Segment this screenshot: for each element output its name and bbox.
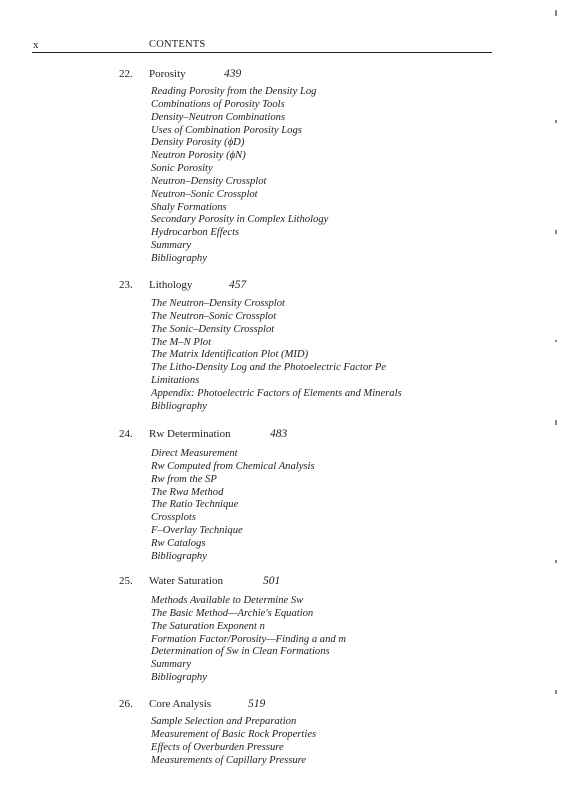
toc-entry: Bibliography (151, 400, 207, 412)
running-head: CONTENTS (149, 39, 206, 50)
toc-entry: Sample Selection and Preparation (151, 716, 297, 727)
chapter-heading (0, 428, 520, 445)
toc-entry: Effects of Overburden Pressure (151, 741, 284, 753)
section-list (151, 716, 316, 767)
chapter-24 (0, 428, 520, 562)
chapter-page: 501 (263, 575, 281, 587)
section-list (151, 448, 315, 564)
chapter-heading (0, 698, 520, 715)
toc-entry: The Matrix Identification Plot (MID) (151, 349, 309, 361)
chapter-title: Lithology (149, 279, 193, 291)
toc-entry: Combinations of Porosity Tools (151, 98, 285, 110)
toc-entry: The Litho-Density Log and the Photoelectric Factor Pe (151, 362, 387, 374)
toc-entry: Determination of Sw in Clean Formations (151, 646, 330, 658)
toc-entry: Neutron–Sonic Crossplot (151, 188, 258, 200)
chapter-heading (0, 575, 520, 592)
toc-entry: Secondary Porosity in Complex Lithology (151, 214, 329, 226)
toc-entry: Methods Available to Determine Sw (151, 595, 304, 606)
chapter-title: Porosity (149, 68, 186, 80)
toc-entry: The Rwa Method (151, 486, 224, 498)
toc-entry: Shaly Formations (151, 201, 227, 213)
toc-entry: F–Overlay Technique (151, 525, 243, 537)
chapter-heading (0, 68, 520, 85)
toc-entry: Neutron Porosity (ϕN) (151, 150, 246, 162)
toc-entry: Rw Computed from Chemical Analysis (151, 460, 315, 472)
toc-entry: Bibliography (151, 672, 207, 684)
toc-entry: The M–N Plot (151, 336, 212, 348)
toc-entry: Reading Porosity from the Density Log (151, 86, 317, 97)
toc-entry: The Basic Method—Archie's Equation (151, 607, 314, 619)
toc-entry: Sonic Porosity (151, 163, 213, 175)
chapter-title: Rw Determination (149, 428, 231, 440)
toc-entry: Direct Measurement (151, 448, 238, 459)
chapter-23 (0, 279, 520, 412)
toc-entry: Formation Factor/Porosity—Finding a and m (151, 633, 346, 645)
section-list (151, 86, 328, 266)
toc-entry: Density–Neutron Combinations (151, 111, 286, 123)
toc-entry: The Ratio Technique (151, 499, 239, 511)
chapter-number: 26. (119, 698, 133, 710)
chapter-page: 519 (248, 698, 266, 710)
toc-entry: Bibliography (151, 550, 207, 562)
chapter-number: 22. (119, 68, 133, 80)
chapter-heading (0, 279, 520, 296)
toc-entry: Summary (151, 659, 192, 671)
chapter-page: 457 (229, 279, 247, 291)
chapter-page: 439 (224, 68, 242, 80)
section-list (151, 595, 346, 685)
chapter-26 (0, 698, 520, 766)
chapter-title: Core Analysis (149, 698, 212, 710)
chapter-22 (0, 68, 520, 264)
toc-entry: Neutron–Density Crossplot (151, 175, 267, 187)
toc-entry: Summary (151, 240, 192, 252)
toc-entry: Appendix: Photoelectric Factors of Elements and Minerals (151, 387, 402, 399)
toc-entry: Measurements of Capillary Pressure (151, 754, 307, 766)
toc-entry: The Neutron–Density Crossplot (151, 298, 285, 309)
chapter-page: 483 (270, 428, 288, 440)
toc-entry: Measurement of Basic Rock Properties (151, 728, 317, 740)
toc-entry: Density Porosity (ϕD) (151, 137, 245, 149)
section-list (151, 298, 402, 414)
page-number: x (33, 39, 39, 51)
header-rule (32, 52, 492, 53)
chapter-number: 25. (119, 575, 133, 587)
toc-entry: The Sonic–Density Crossplot (151, 323, 275, 335)
toc-entry: The Neutron–Sonic Crossplot (151, 310, 277, 322)
toc-entry: Crossplots (151, 512, 196, 524)
toc-entry: Uses of Combination Porosity Logs (151, 124, 302, 136)
toc-entry: Hydrocarbon Effects (151, 227, 240, 239)
toc-entry: Limitations (151, 375, 200, 387)
chapter-25 (0, 575, 520, 684)
chapter-title: Water Saturation (149, 575, 223, 587)
toc-entry: Rw from the SP (151, 473, 217, 485)
toc-entry: Rw Catalogs (151, 537, 206, 549)
chapter-number: 23. (119, 279, 133, 291)
chapter-number: 24. (119, 428, 133, 440)
toc-entry: The Saturation Exponent n (151, 620, 265, 632)
scan-edge-artifact (555, 0, 558, 800)
toc-entry: Bibliography (151, 252, 207, 264)
